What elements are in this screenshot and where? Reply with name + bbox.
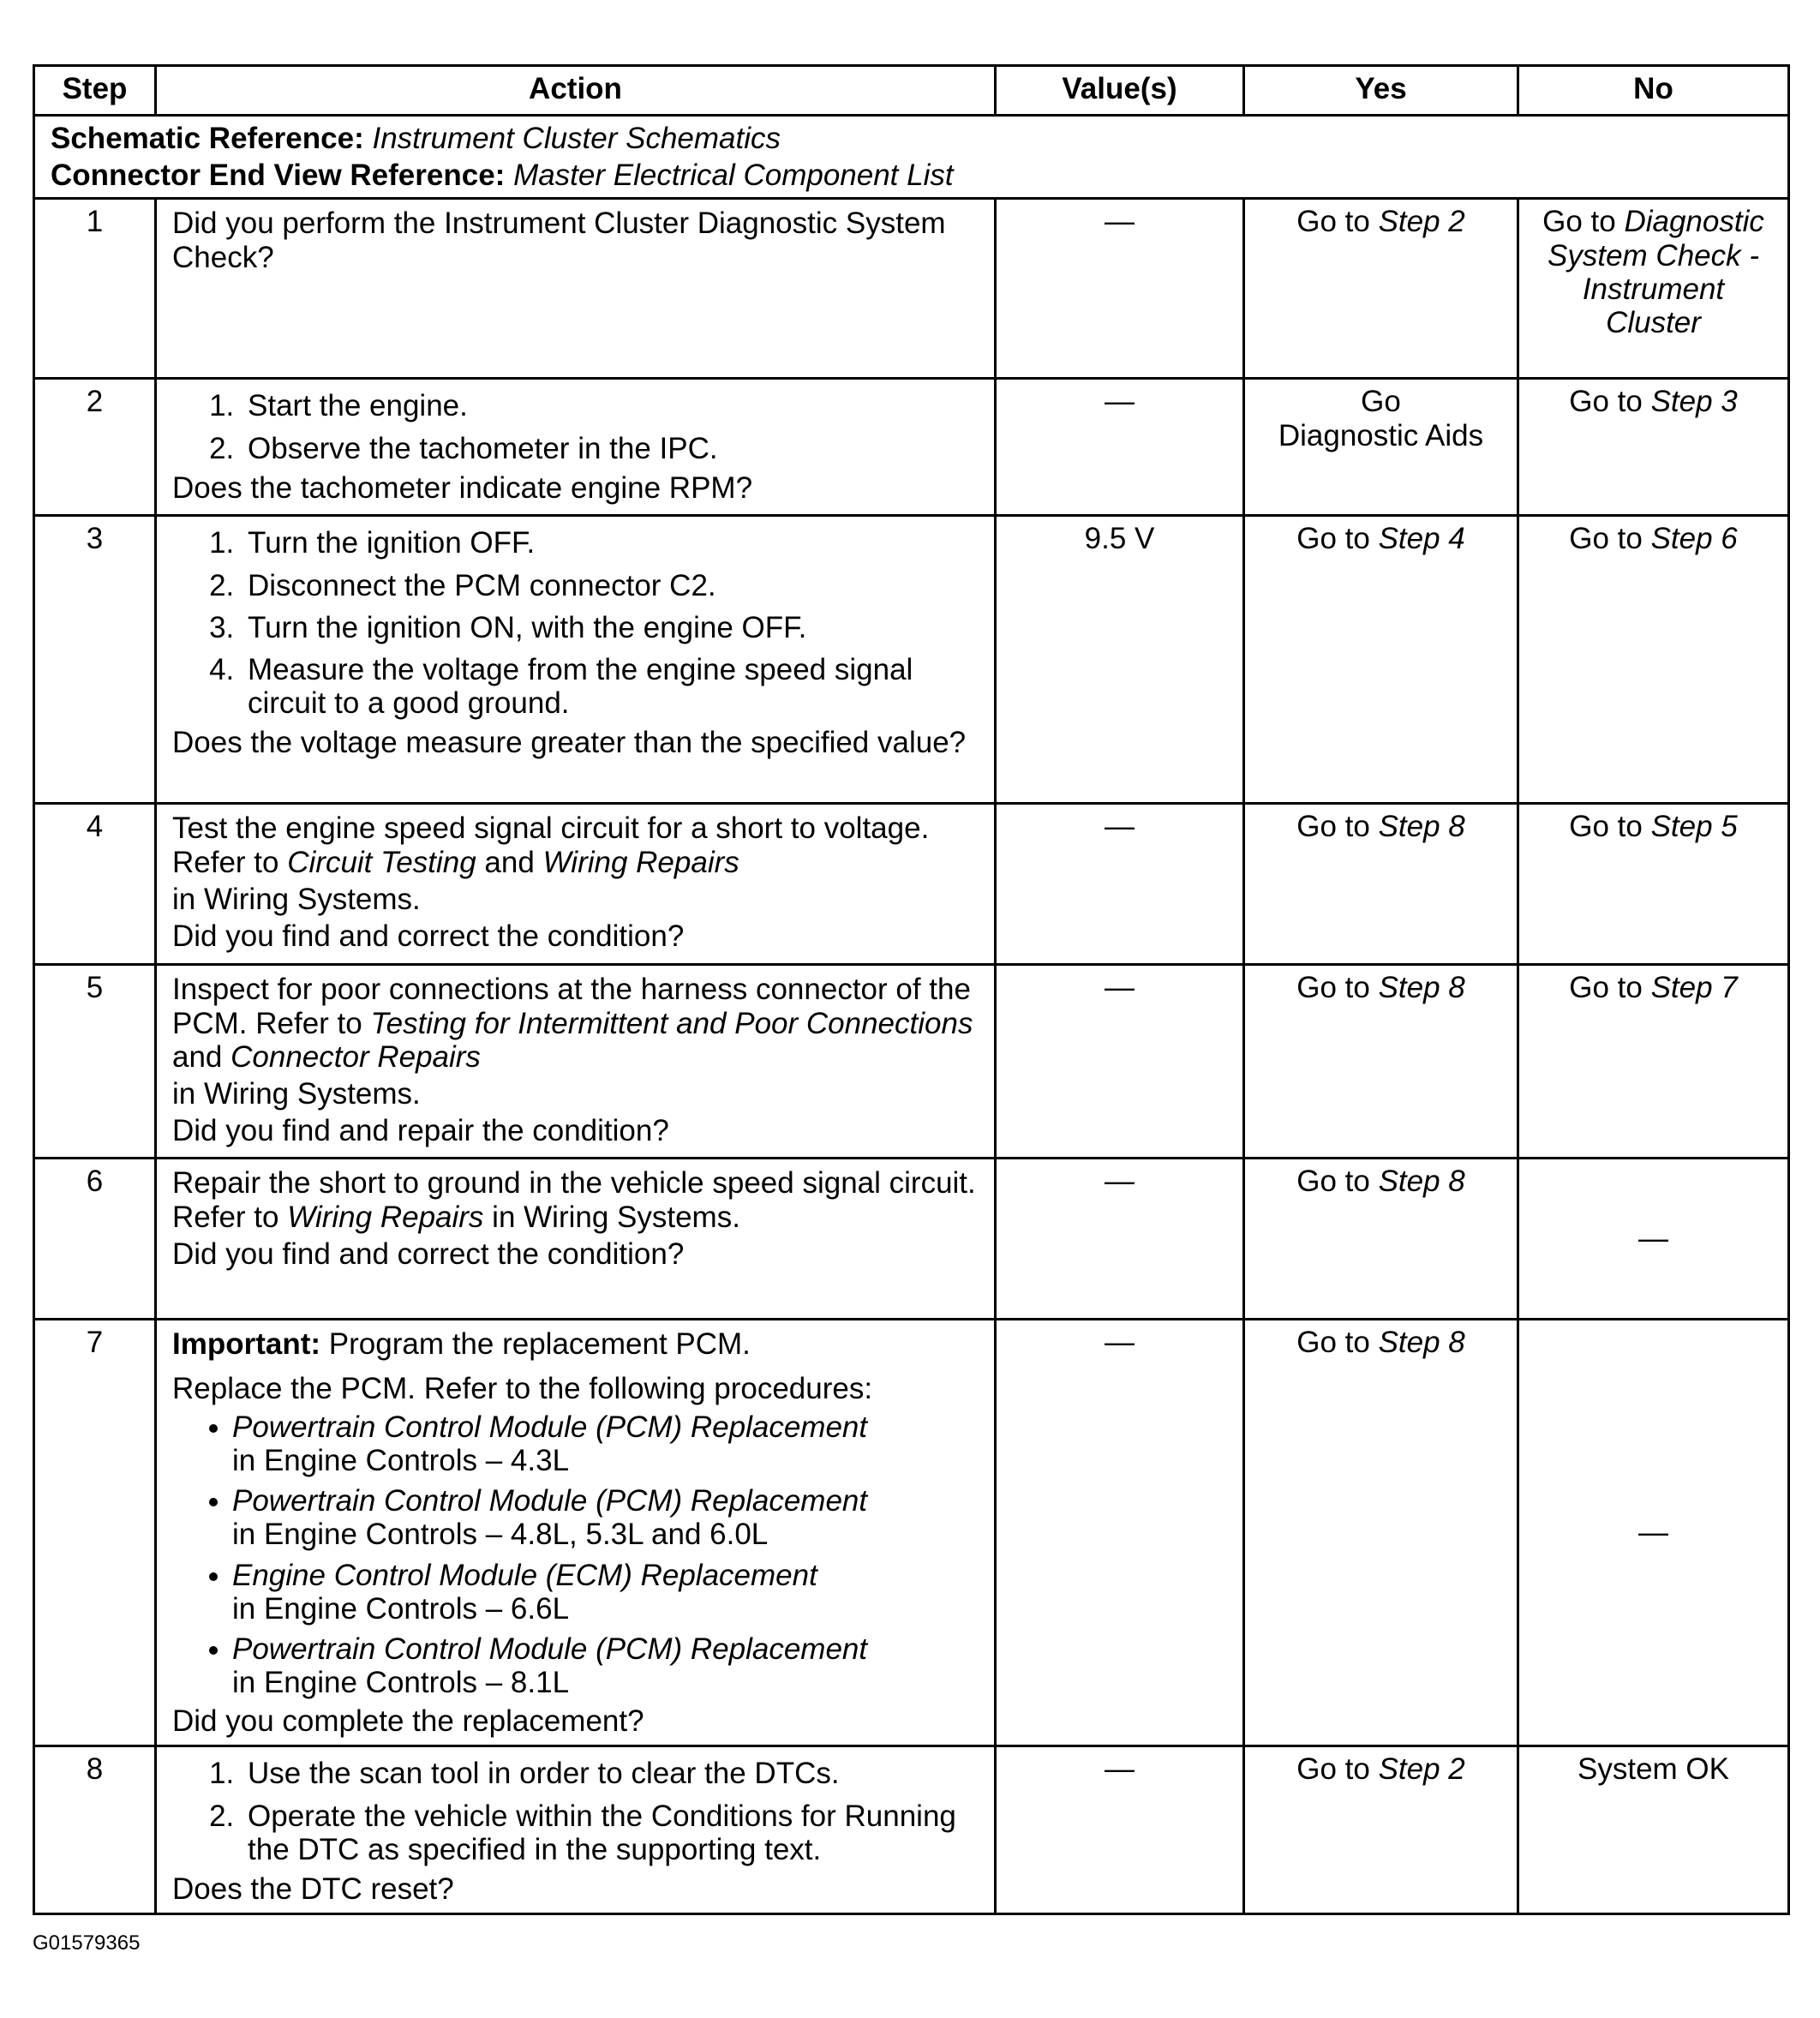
header-action: Action <box>156 66 996 116</box>
go-to-label: Go to <box>1296 205 1379 239</box>
action-steps <box>172 522 979 724</box>
step-row-4 <box>34 804 1789 965</box>
go-to-label: Go to <box>1296 1326 1379 1360</box>
action-question: Did you perform the Instrument Cluster Diagnostic System Check? <box>172 207 946 274</box>
intermittent-connections-link[interactable]: Testing for Intermittent and Poor Connections <box>370 1006 973 1040</box>
action-text-part: Test the engine speed signal circuit for a short to voltage. Refer to <box>172 811 930 879</box>
header-values: Value(s) <box>996 66 1244 116</box>
action-text-part: in Wiring Systems. <box>483 1200 740 1234</box>
procedure-detail: in Engine Controls – 6.6L <box>232 1591 570 1626</box>
go-to-label: Go to <box>1569 522 1651 556</box>
reference-row <box>34 116 1789 199</box>
procedure-link[interactable]: Powertrain Control Module (PCM) Replacement <box>232 1410 868 1444</box>
go-to-label: Go to <box>1296 522 1379 556</box>
step-row-1 <box>34 199 1789 379</box>
action-cell <box>156 1746 996 1914</box>
procedure-detail: in Engine Controls – 4.3L <box>232 1443 570 1477</box>
value-cell: — <box>996 199 1244 379</box>
important-note <box>172 1326 979 1362</box>
action-question: Does the tachometer indicate engine RPM? <box>172 470 753 505</box>
procedure-detail: in Engine Controls – 8.1L <box>232 1666 570 1700</box>
no-cell <box>1518 379 1789 516</box>
action-question: Does the DTC reset? <box>172 1872 454 1906</box>
value-cell: — <box>996 1320 1244 1746</box>
procedure-item <box>232 1407 979 1481</box>
action-text <box>172 971 979 1075</box>
action-question: Did you find and correct the condition? <box>172 919 685 953</box>
action-cell <box>156 965 996 1159</box>
yes-cell <box>1244 965 1518 1159</box>
step-row-2 <box>34 379 1789 516</box>
step-number: 4 <box>34 804 156 965</box>
action-text <box>172 810 979 880</box>
action-step: 1. Start the engine. <box>242 385 979 427</box>
no-cell: — <box>1518 1320 1789 1746</box>
yes-link[interactable]: Step 8 <box>1378 1165 1465 1199</box>
action-cell <box>156 1320 996 1746</box>
yes-link[interactable]: Step 8 <box>1378 810 1465 844</box>
step-number: 3 <box>34 516 156 804</box>
circuit-testing-link[interactable]: Circuit Testing <box>287 845 476 879</box>
no-cell <box>1518 804 1789 965</box>
action-text-tail: in Wiring Systems. <box>172 1076 421 1111</box>
figure-id: G01579365 <box>33 1931 141 1955</box>
action-steps <box>172 385 979 469</box>
no-link[interactable]: Step 6 <box>1650 522 1738 556</box>
yes-link[interactable]: Step 2 <box>1378 205 1465 239</box>
yes-cell <box>1244 379 1518 516</box>
no-cell <box>1518 199 1789 379</box>
action-text-tail: in Wiring Systems. <box>172 882 421 916</box>
step-number: 5 <box>34 965 156 1159</box>
action-intro: Replace the PCM. Refer to the following procedures: <box>172 1371 873 1405</box>
step-number: 1 <box>34 199 156 379</box>
yes-cell <box>1244 1746 1518 1914</box>
header-yes: Yes <box>1244 66 1518 116</box>
procedure-detail: in Engine Controls – 4.8L, 5.3L and 6.0L <box>232 1518 769 1552</box>
wiring-repairs-link[interactable]: Wiring Repairs <box>542 845 739 879</box>
schematic-reference-link[interactable]: Instrument Cluster Schematics <box>372 122 781 155</box>
yes-go-label: Go <box>1361 385 1401 419</box>
important-label: Important: <box>172 1327 321 1362</box>
no-cell <box>1518 965 1789 1159</box>
action-cell <box>156 804 996 965</box>
header-step: Step <box>34 66 156 116</box>
procedure-list <box>172 1407 979 1704</box>
important-text: Program the replacement PCM. <box>320 1327 751 1362</box>
action-text-part: Repair the short to ground in the vehicle speed signal circuit. Refer to <box>172 1166 976 1234</box>
connector-reference-label: Connector End View Reference: <box>51 159 506 193</box>
connector-repairs-link[interactable]: Connector Repairs <box>230 1039 481 1074</box>
value-cell: — <box>996 1159 1244 1320</box>
step-number: 7 <box>34 1320 156 1746</box>
diagnostic-table <box>33 64 1790 1915</box>
action-step: 3. Turn the ignition ON, with the engine OFF. <box>242 607 979 649</box>
action-text-part: and <box>172 1039 231 1074</box>
action-step: 2. Observe the tachometer in the IPC. <box>242 428 979 470</box>
yes-cell <box>1244 1320 1518 1746</box>
yes-link[interactable]: Step 2 <box>1378 1752 1465 1787</box>
yes-cell <box>1244 1159 1518 1320</box>
value-cell: — <box>996 804 1244 965</box>
yes-cell <box>1244 516 1518 804</box>
value-cell: — <box>996 965 1244 1159</box>
connector-reference <box>51 157 1772 194</box>
schematic-reference <box>51 120 1772 157</box>
go-to-label: Go to <box>1296 1752 1379 1787</box>
no-cell: System OK <box>1518 1746 1789 1914</box>
action-step: 1. Turn the ignition OFF. <box>242 522 979 564</box>
no-cell: — <box>1518 1159 1789 1320</box>
go-to-label: Go to <box>1296 810 1379 844</box>
action-question: Did you find and repair the condition? <box>172 1114 669 1148</box>
procedure-link[interactable]: Engine Control Module (ECM) Replacement <box>232 1558 817 1592</box>
action-text-part: and <box>476 845 543 879</box>
value-cell: 9.5 V <box>996 516 1244 804</box>
step-row-8 <box>34 1746 1789 1914</box>
go-to-label: Go to <box>1569 385 1651 419</box>
step-row-6 <box>34 1159 1789 1320</box>
no-link[interactable]: Diagnostic System Check - Instrument Cluster <box>1548 205 1764 339</box>
wiring-repairs-link[interactable]: Wiring Repairs <box>287 1200 484 1234</box>
yes-link[interactable]: Step 8 <box>1378 1326 1465 1360</box>
step-row-5 <box>34 965 1789 1159</box>
go-to-label: Go to <box>1569 971 1651 1005</box>
yes-cell <box>1244 199 1518 379</box>
action-question: Did you find and correct the condition? <box>172 1237 685 1271</box>
step-row-7 <box>34 1320 1789 1746</box>
action-step: 2. Operate the vehicle within the Conditions for Running the DTC as specified in the supporting text. <box>242 1795 979 1871</box>
yes-cell <box>1244 804 1518 965</box>
action-cell <box>156 516 996 804</box>
value-cell: — <box>996 379 1244 516</box>
action-text <box>172 1165 979 1235</box>
procedure-link[interactable]: Powertrain Control Module (PCM) Replacement <box>232 1632 868 1666</box>
action-question: Does the voltage measure greater than the specified value? <box>172 726 967 760</box>
step-number: 2 <box>34 379 156 516</box>
no-link[interactable]: Step 3 <box>1650 385 1738 419</box>
step-number: 8 <box>34 1746 156 1914</box>
value-cell: — <box>996 1746 1244 1914</box>
step-row-3 <box>34 516 1789 804</box>
go-to-label: Go to <box>1569 810 1651 844</box>
yes-link[interactable]: Step 8 <box>1378 971 1465 1005</box>
action-step: 1. Use the scan tool in order to clear the DTCs. <box>242 1752 979 1794</box>
schematic-reference-label: Schematic Reference: <box>51 122 364 155</box>
go-to-label: Go to <box>1296 1165 1379 1199</box>
go-to-label: Go to <box>1542 205 1625 239</box>
yes-link[interactable]: Step 4 <box>1378 522 1465 556</box>
procedure-item <box>232 1629 979 1703</box>
header-row <box>34 66 1789 116</box>
action-text-part: Inspect for poor connections at the harness connector of the PCM. Refer to <box>172 973 971 1040</box>
action-cell <box>156 379 996 516</box>
step-number: 6 <box>34 1159 156 1320</box>
action-step: 4. Measure the voltage from the engine speed signal circuit to a good ground. <box>242 649 979 724</box>
action-step: 2. Disconnect the PCM connector C2. <box>242 565 979 607</box>
action-steps <box>172 1752 979 1871</box>
no-cell <box>1518 516 1789 804</box>
procedure-item <box>232 1481 979 1554</box>
header-no: No <box>1518 66 1789 116</box>
action-question: Did you complete the replacement? <box>172 1704 644 1739</box>
no-link[interactable]: Step 7 <box>1650 971 1738 1005</box>
yes-link[interactable]: Diagnostic Aids <box>1278 418 1484 452</box>
no-link[interactable]: Step 5 <box>1650 810 1738 844</box>
procedure-item <box>232 1555 979 1629</box>
action-cell <box>156 199 996 379</box>
procedure-link[interactable]: Powertrain Control Module (PCM) Replacement <box>232 1484 868 1518</box>
action-cell <box>156 1159 996 1320</box>
connector-reference-link[interactable]: Master Electrical Component List <box>513 159 954 193</box>
go-to-label: Go to <box>1296 971 1379 1005</box>
